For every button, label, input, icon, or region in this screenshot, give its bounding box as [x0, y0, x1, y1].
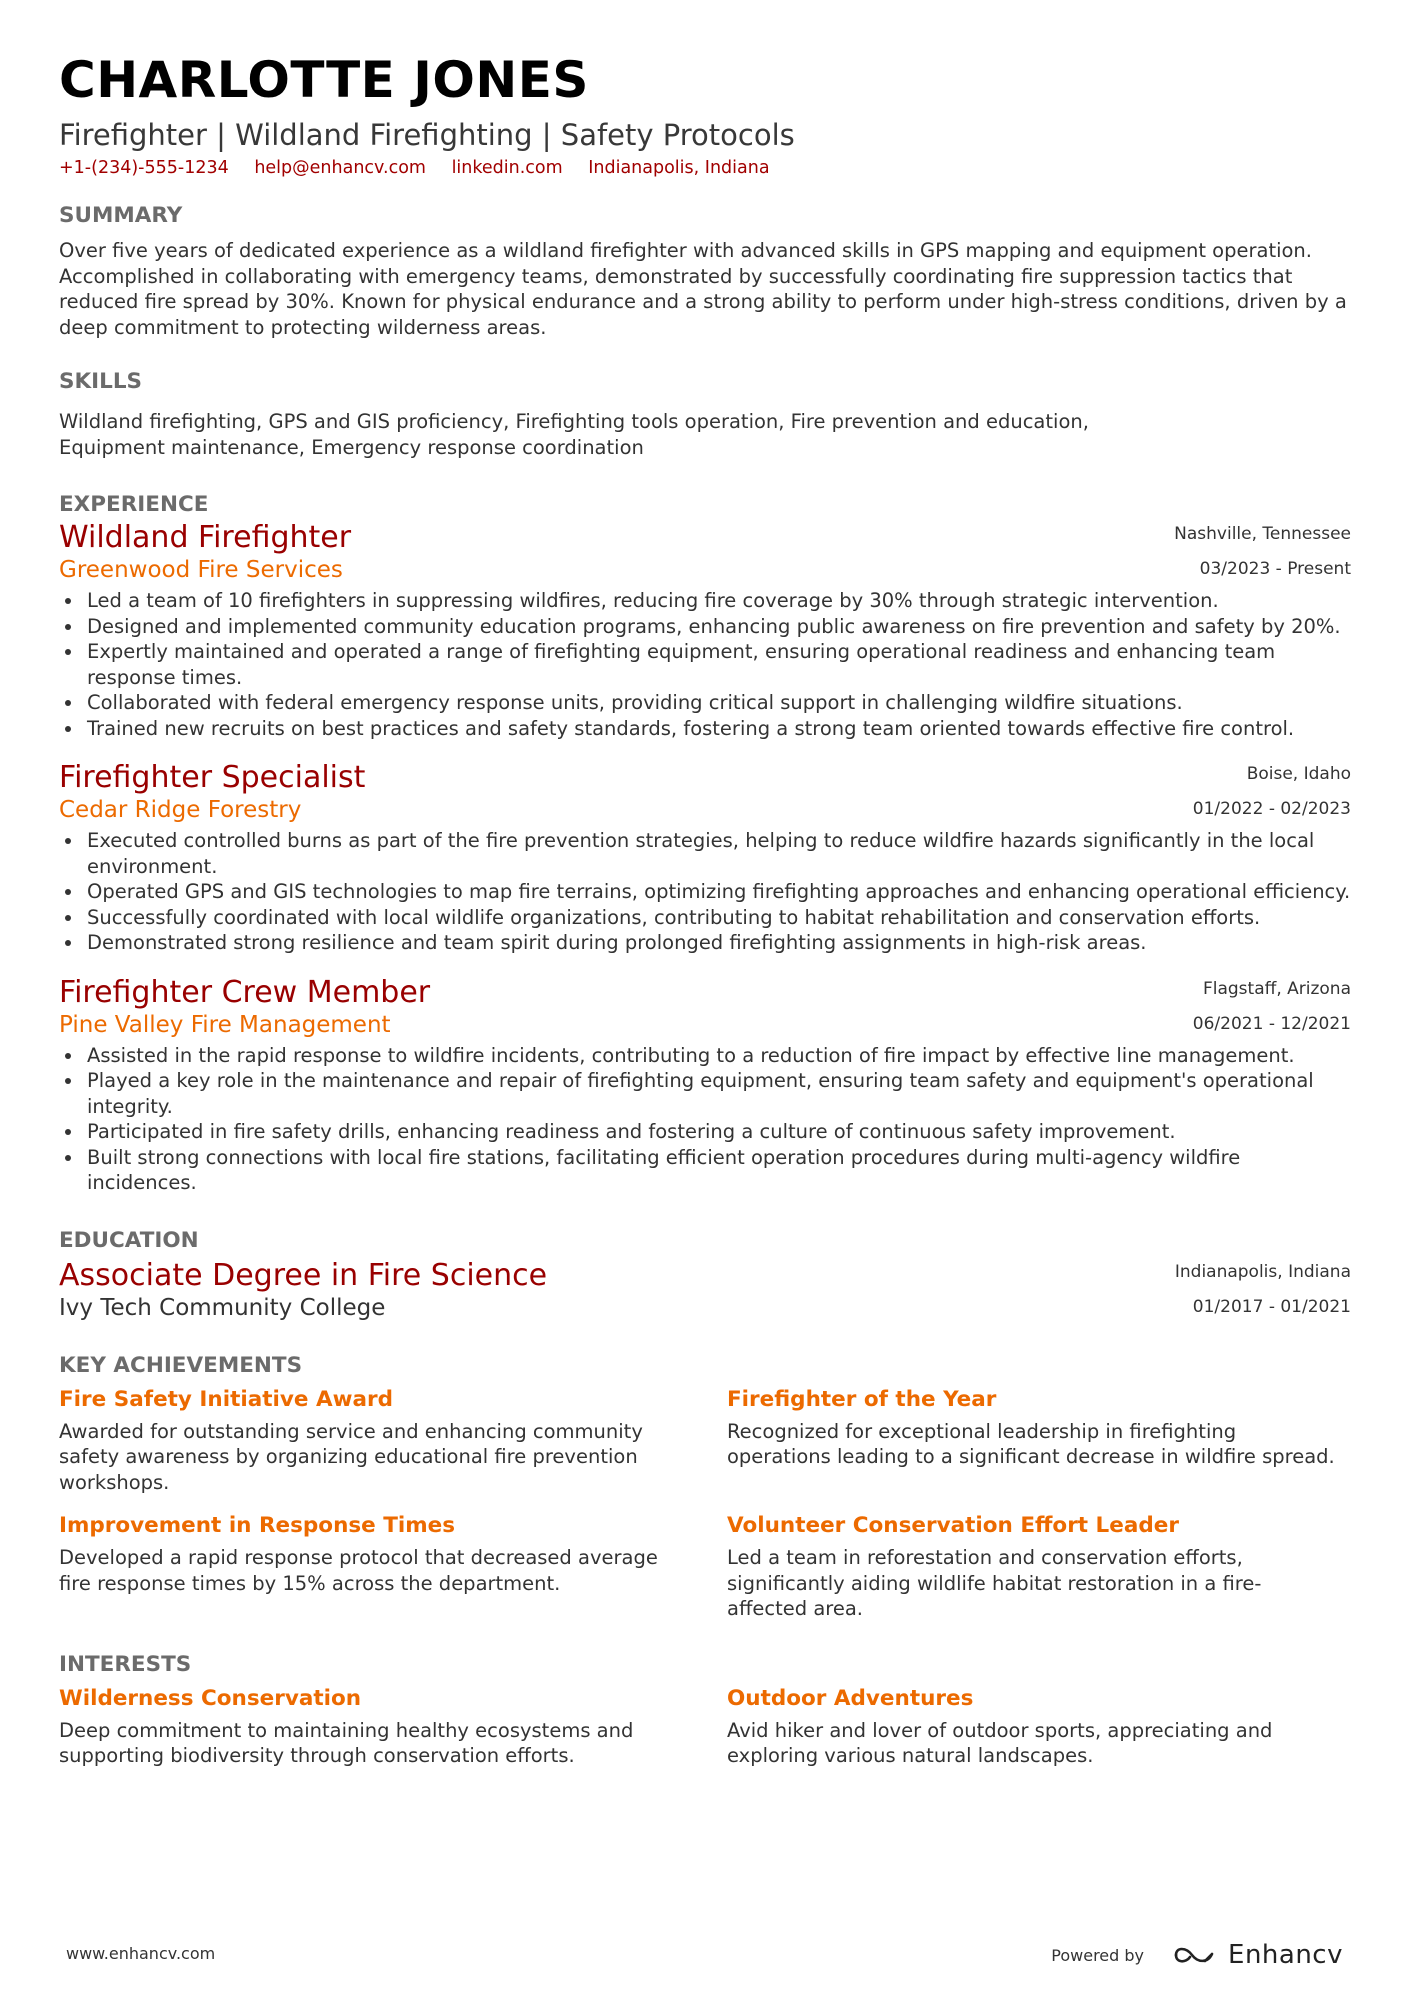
job-bullet: Participated in fire safety drills, enhancing readiness and fostering a culture of continuous safety improvement.	[59, 1119, 1351, 1145]
enhancv-logo-icon	[1172, 1942, 1218, 1968]
summary-section	[59, 201, 1351, 340]
contact-line	[59, 156, 1351, 180]
job-title: Firefighter Crew Member	[59, 974, 431, 1010]
resume-page	[59, 40, 1351, 1769]
job-bullet: Expertly maintained and operated a range of firefighting equipment, ensuring operational readiness and enhancing team response times.	[59, 639, 1351, 690]
page-footer	[66, 1940, 1343, 1970]
achievement-text: Recognized for exceptional leadership in firefighting operations leading to a significant decrease in wildfire spread.	[727, 1419, 1335, 1468]
interest-text: Avid hiker and lover of outdoor sports, appreciating and exploring various natural landscapes.	[727, 1718, 1273, 1767]
job-bullet: Led a team of 10 firefighters in suppressing wildfires, reducing fire coverage by 30% through strategic intervention.	[59, 588, 1351, 614]
job-bullet: Executed controlled burns as part of the fire prevention strategies, helping to reduce wildfire hazards significantly in the local environment.	[59, 828, 1351, 879]
job-bullet: Built strong connections with local fire stations, facilitating efficient operation procedures during multi-agency wildfire incidences.	[59, 1145, 1351, 1196]
education-heading: EDUCATION	[59, 1227, 199, 1253]
interest-title: Wilderness Conservation	[59, 1685, 362, 1711]
summary-text: Over five years of dedicated experience as a wildland firefighter with advanced skills in GPS mapping and equipment operation. Accomplished in collaborating with emergency teams, demonstrated by successfully coordinating fire suppression tactics that reduced fire spread by 30%. Known for physical endurance and a strong ability to perform under high-stress conditions, driven by a deep commitment to protecting wilderness areas.	[59, 239, 1347, 339]
powered-by-label: Powered by	[1051, 1945, 1145, 1965]
education-location: Indianapolis, Indiana	[1174, 1261, 1351, 1282]
job-bullet: Assisted in the rapid response to wildfire incidents, contributing to a reduction of fire impact by effective line management.	[59, 1043, 1351, 1069]
interest-card	[59, 1684, 671, 1769]
job-bullet: Designed and implemented community education programs, enhancing public awareness on fire prevention and safety by 20%.	[59, 614, 1351, 640]
job-location: Boise, Idaho	[1246, 764, 1351, 784]
job-bullet: Trained new recruits on best practices and safety standards, fostering a strong team oriented towards effective fire control.	[59, 716, 1351, 742]
job-bullet: Operated GPS and GIS technologies to map fire terrains, optimizing firefighting approaches and enhancing operational efficiency.	[59, 879, 1351, 905]
achievement-card	[59, 1385, 671, 1496]
job-header	[59, 520, 1351, 584]
skills-line: Equipment maintenance, Emergency response coordination	[59, 435, 644, 459]
skills-text	[59, 409, 1351, 460]
job-company: Cedar Ridge Forestry	[59, 797, 302, 823]
job-company: Pine Valley Fire Management	[59, 1011, 391, 1038]
interest-text: Deep commitment to maintaining healthy ecosystems and supporting biodiversity through conservation efforts.	[59, 1718, 634, 1767]
job-title: Firefighter Specialist	[59, 760, 366, 795]
achievement-text: Awarded for outstanding service and enhancing community safety awareness by organizing educational fire prevention workshops.	[59, 1419, 643, 1494]
interest-title: Outdoor Adventures	[727, 1685, 974, 1711]
job-entry	[59, 760, 1351, 956]
skills-heading: SKILLS	[59, 369, 143, 394]
job-dates: 06/2021 - 12/2021	[1192, 1013, 1351, 1034]
job-header	[59, 975, 1351, 1039]
job-header	[59, 760, 1351, 824]
interests-section	[59, 1650, 1351, 1769]
footer-url[interactable]: www.enhancv.com	[66, 1944, 216, 1963]
enhancv-brand-text: Enhancv	[1228, 1940, 1343, 1970]
job-bullet: Played a key role in the maintenance and repair of firefighting equipment, ensuring team safety and equipment's operational integrity.	[59, 1068, 1351, 1119]
job-bullets	[59, 588, 1351, 741]
achievement-text: Led a team in reforestation and conservation efforts, significantly aiding wildlife habitat restoration in a fire-affected area.	[727, 1546, 1262, 1620]
education-dates: 01/2017 - 01/2021	[1192, 1296, 1351, 1317]
achievement-title: Firefighter of the Year	[727, 1386, 997, 1412]
contact-linkedin[interactable]: linkedin.com	[451, 158, 563, 178]
contact-email[interactable]: help@enhancv.com	[254, 158, 426, 178]
skills-section	[59, 367, 1351, 460]
job-dates: 03/2023 - Present	[1199, 559, 1351, 579]
education-school: Ivy Tech Community College	[59, 1294, 386, 1321]
candidate-title: Firefighter | Wildland Firefighting | Safety Protocols	[59, 118, 795, 152]
job-entry	[59, 520, 1351, 741]
interest-card	[727, 1684, 1339, 1769]
experience-section	[59, 490, 1351, 1196]
contact-location: Indianapolis, Indiana	[588, 158, 770, 178]
job-bullets	[59, 1043, 1351, 1196]
interests-heading: INTERESTS	[59, 1651, 192, 1677]
achievement-card	[727, 1511, 1339, 1622]
education-section	[59, 1226, 1351, 1324]
achievement-title: Volunteer Conservation Effort Leader	[727, 1513, 1179, 1538]
summary-heading: SUMMARY	[59, 203, 183, 228]
education-degree: Associate Degree in Fire Science	[59, 1257, 548, 1293]
contact-phone[interactable]: +1-(234)-555-1234	[59, 158, 229, 178]
job-location: Flagstaff, Arizona	[1202, 978, 1351, 999]
job-bullet: Successfully coordinated with local wildlife organizations, contributing to habitat rehabilitation and conservation efforts.	[59, 905, 1351, 931]
education-entry	[59, 1258, 1351, 1324]
achievement-title: Fire Safety Initiative Award	[59, 1386, 393, 1412]
resume-header	[59, 40, 1351, 180]
achievement-title: Improvement in Response Times	[59, 1513, 456, 1538]
job-company: Greenwood Fire Services	[59, 557, 343, 583]
candidate-name: CHARLOTTE JONES	[59, 51, 589, 109]
experience-heading: EXPERIENCE	[59, 492, 209, 517]
job-dates: 01/2022 - 02/2023	[1192, 799, 1351, 819]
achievement-text: Developed a rapid response protocol that decreased average fire response times by 15% across the department.	[59, 1546, 658, 1595]
footer-branding	[1051, 1940, 1343, 1970]
achievements-grid	[59, 1385, 1351, 1622]
job-title: Wildland Firefighter	[59, 520, 352, 555]
achievements-section	[59, 1351, 1351, 1622]
achievement-card	[727, 1385, 1339, 1496]
achievements-heading: KEY ACHIEVEMENTS	[59, 1352, 303, 1378]
job-location: Nashville, Tennessee	[1174, 524, 1351, 544]
job-bullets	[59, 828, 1351, 956]
job-bullet: Collaborated with federal emergency response units, providing critical support in challenging wildfire situations.	[59, 690, 1351, 716]
skills-line: Wildland firefighting, GPS and GIS proficiency, Firefighting tools operation, Fire prevention and education,	[59, 410, 1089, 433]
job-bullet: Demonstrated strong resilience and team spirit during prolonged firefighting assignments in high-risk areas.	[59, 930, 1351, 956]
job-entry	[59, 975, 1351, 1196]
achievement-card	[59, 1511, 671, 1622]
interests-grid	[59, 1684, 1351, 1769]
